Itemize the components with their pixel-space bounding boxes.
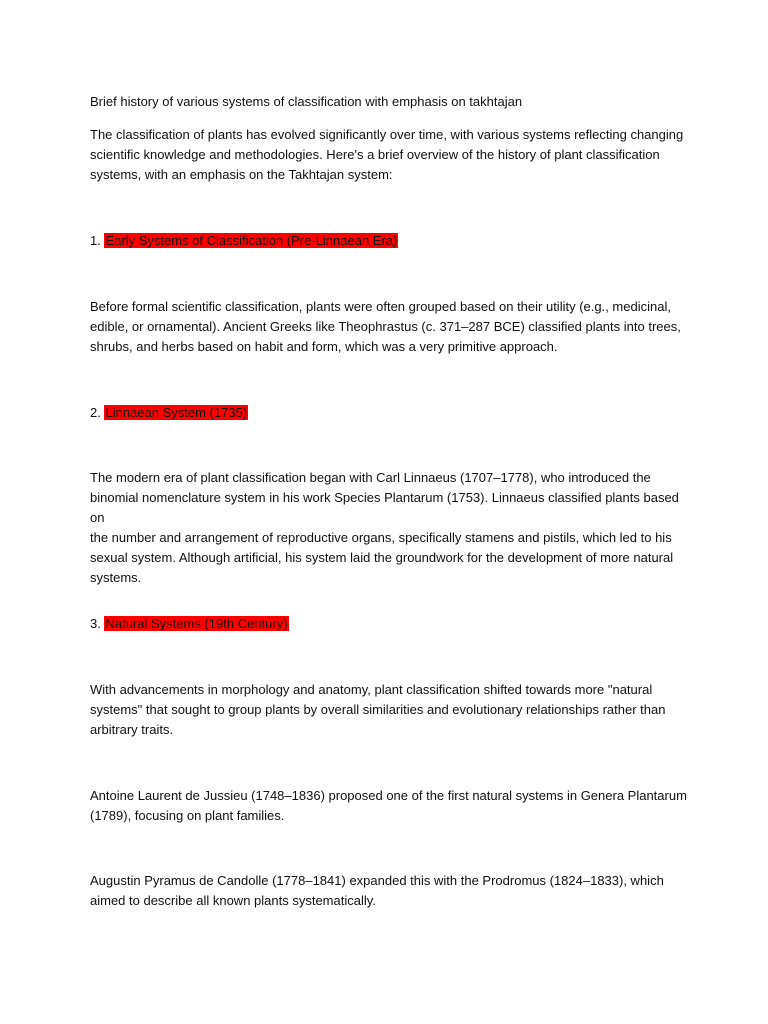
highlighted-heading: Early Systems of Classification (Pre-Linnaean Era) (105, 233, 398, 248)
intro-line: scientific knowledge and methodologies. Here's a brief overview of the history of plant classification (90, 147, 660, 162)
body-line: Before formal scientific classification, plants were often grouped based on their utility (e.g., medicinal, (90, 299, 671, 314)
body-line: The modern era of plant classification began with Carl Linnaeus (1707–1778), who introduced the (90, 470, 651, 485)
body-line: aimed to describe all known plants systematically. (90, 893, 376, 908)
section-heading-1 (90, 231, 398, 251)
section-heading-3 (90, 614, 289, 634)
section-3-paragraph-jussieu (90, 786, 690, 826)
section-number: 1. (90, 233, 101, 248)
body-line: arbitrary traits. (90, 722, 174, 737)
body-line: Augustin Pyramus de Candolle (1778–1841) expanded this with the Prodromus (1824–1833), which (90, 873, 664, 888)
section-number: 2. (90, 405, 101, 420)
section-number: 3. (90, 616, 101, 631)
body-line: sexual system. Although artificial, his system laid the groundwork for the development of more natural (90, 550, 674, 565)
section-3-body (90, 680, 690, 740)
body-line: systems. (90, 570, 142, 585)
intro-line: The classification of plants has evolved significantly over time, with various systems reflecting changing (90, 127, 684, 142)
body-line: With advancements in morphology and anatomy, plant classification shifted towards more "natural (90, 682, 653, 697)
body-line: (1789), focusing on plant families. (90, 808, 285, 823)
body-line: edible, or ornamental). Ancient Greeks like Theophrastus (c. 371–287 BCE) classified plants into trees, (90, 319, 681, 334)
body-line: the number and arrangement of reproductive organs, specifically stamens and pistils, which led to his (90, 530, 672, 545)
section-heading-2 (90, 403, 248, 423)
body-line: systems" that sought to group plants by overall similarities and evolutionary relationships rather than (90, 702, 666, 717)
highlighted-heading: Natural Systems (19th Century) (105, 616, 288, 631)
highlighted-heading: Linnaean System (1735) (105, 405, 248, 420)
body-line: Antoine Laurent de Jussieu (1748–1836) proposed one of the first natural systems in Genera Plantarum (90, 788, 687, 803)
document-title: Brief history of various systems of classification with emphasis on takhtajan (90, 94, 523, 109)
intro-paragraph (90, 125, 690, 185)
body-line: shrubs, and herbs based on habit and form, which was a very primitive approach. (90, 339, 558, 354)
intro-line: systems, with an emphasis on the Takhtajan system: (90, 167, 393, 182)
body-line: binomial nomenclature system in his work Species Plantarum (1753). Linnaeus classified plants based on (90, 490, 679, 525)
section-1-body (90, 297, 690, 357)
section-2-body (90, 468, 690, 588)
section-3-paragraph-candolle (90, 871, 690, 911)
